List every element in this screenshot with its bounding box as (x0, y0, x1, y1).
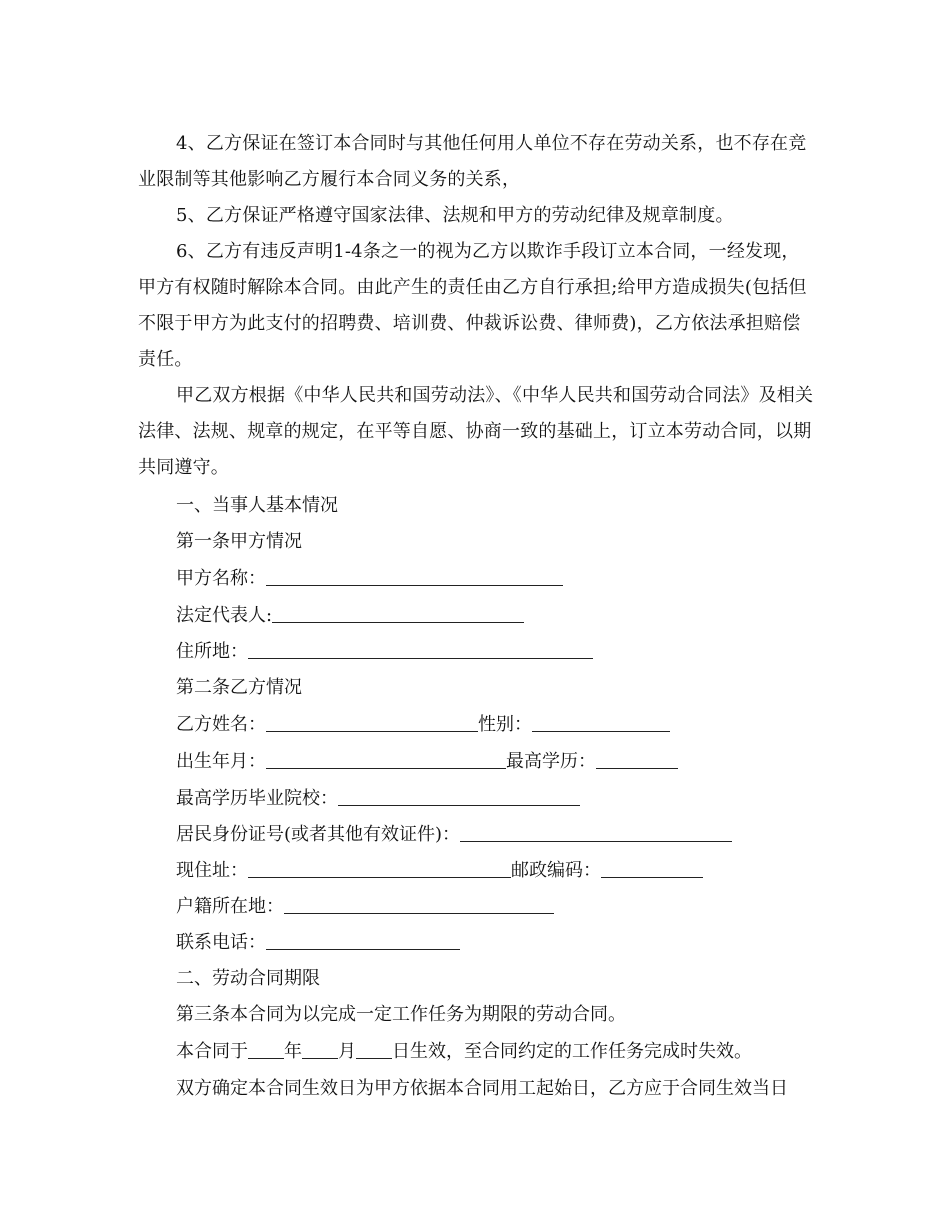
clause-5-paragraph: 5、乙方保证严格遵守国家法律、法规和甲方的劳动纪律及规章制度。 (176, 205, 734, 226)
birth-blank (266, 750, 506, 769)
gender-blank (532, 713, 670, 732)
effective-prefix: 本合同于 (176, 1041, 248, 1062)
phone-label: 联系电话： (176, 932, 266, 953)
effective-suffix: 日生效，至合同约定的工作任务完成时失效。 (392, 1041, 752, 1062)
current-address-row (176, 853, 703, 889)
postcode-label: 邮政编码： (511, 860, 601, 881)
party-a-name-blank (266, 567, 563, 586)
current-address-label: 现住址： (176, 860, 248, 881)
education-blank (596, 750, 678, 769)
address-blank (248, 640, 593, 659)
id-row (176, 817, 732, 853)
education-label: 最高学历： (506, 751, 596, 772)
gender-label: 性别： (478, 714, 532, 735)
month-blank (302, 1040, 338, 1059)
party-b-name-label: 乙方姓名： (176, 714, 266, 735)
address-label: 住所地： (176, 641, 248, 662)
school-blank (338, 787, 580, 806)
article-2-title: 第二条乙方情况 (176, 677, 302, 698)
party-b-name-blank (266, 713, 478, 732)
household-row (176, 889, 554, 925)
legal-rep-label: 法定代表人: (176, 605, 273, 626)
phone-blank (266, 931, 460, 950)
clause-4-paragraph: 4、乙方保证在签订本合同时与其他任何用人单位不存在劳动关系，也不存在竞业限制等其他影响乙方履行本合同义务的关系， (138, 133, 807, 190)
school-label: 最高学历毕业院校： (176, 788, 338, 809)
day-blank (356, 1040, 392, 1059)
legal-rep-row (176, 598, 524, 634)
preamble-paragraph: 甲乙双方根据《中华人民共和国劳动法》、《中华人民共和国劳动合同法》及相关法律、法规、规章的规定，在平等自愿、协商一致的基础上，订立本劳动合同，以期共同遵守。 (138, 385, 814, 478)
id-blank (460, 823, 732, 842)
household-label: 户籍所在地： (176, 896, 284, 917)
party-a-name-row (176, 561, 563, 597)
address-row (176, 634, 593, 670)
school-row (176, 781, 580, 817)
section-1-title: 一、当事人基本情况 (176, 495, 338, 516)
party-b-name-row (176, 707, 670, 743)
current-address-blank (248, 859, 511, 878)
section-2-title: 二、劳动合同期限 (176, 968, 320, 989)
article-3-text: 第三条本合同为以完成一定工作任务为期限的劳动合同。 (176, 1004, 626, 1025)
birth-row (176, 744, 678, 780)
article-1-title: 第一条甲方情况 (176, 531, 302, 552)
phone-row (176, 925, 460, 961)
party-a-name-label: 甲方名称： (176, 568, 266, 589)
legal-rep-blank (272, 604, 524, 623)
effective-date-row (176, 1034, 752, 1070)
last-paragraph: 双方确定本合同生效日为甲方依据本合同用工起始日，乙方应于合同生效当日 (176, 1078, 788, 1099)
year-label: 年 (284, 1041, 302, 1062)
household-blank (284, 895, 554, 914)
postcode-blank (601, 859, 703, 878)
year-blank (248, 1040, 284, 1059)
birth-label: 出生年月： (176, 751, 266, 772)
month-label: 月 (338, 1041, 356, 1062)
id-label: 居民身份证号(或者其他有效证件)： (176, 824, 461, 845)
clause-6-paragraph: 6、乙方有违反声明1-4条之一的视为乙方以欺诈手段订立本合同，一经发现，甲方有权随时解除本合同。由此产生的责任由乙方自行承担;给甲方造成损失(包括但不限于甲方为此支付的招聘费、培训费、仲裁诉讼费、律师费)，乙方依法承担赔偿责任。 (138, 241, 807, 370)
